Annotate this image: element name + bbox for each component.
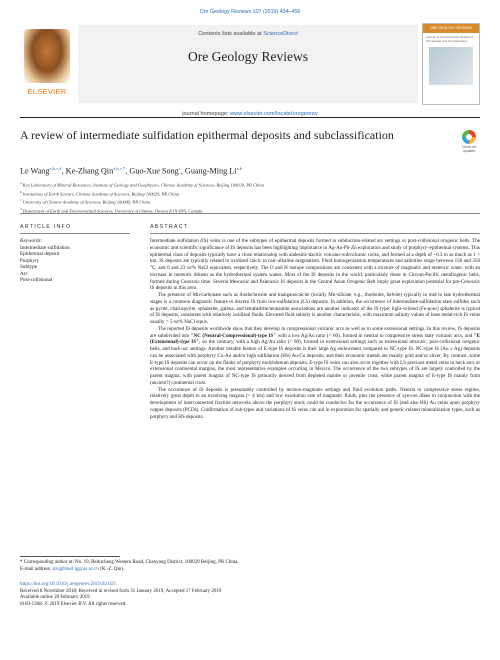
masthead xyxy=(20,23,480,117)
footnotes xyxy=(20,560,480,574)
publisher-name: ELSEVIER xyxy=(27,87,67,96)
keyword-item: Post-collisional xyxy=(20,277,53,283)
affiliation-item xyxy=(20,197,480,206)
abstract-paragraph: Intermediate sulfidation (IS) veins is one of the subtypes of epithermal deposits formed in subduction-related arc settings or post-collisional orogenic belts. The economic and scientific significance of IS deposits has been highlighting importance in Ag-Au-Pb-Zn exploration and study of porphyry–epithermal systems. This epithermal class of deposits typically have a close relationship with andesitic-dacitic volcanic-subvolcanic rocks, and formed at a depth of ~0.3 to as much as 1 + km. IS deposits are typically related to oxidized calcic to calc-alkaline magmatism. Fluid homogenization temperatures and salinities range between 150 and 350 °C, and 0 and 23 wt% NaCl equivalent, respectively. The O and H isotope compositions are consistent with a mixture of magmatic and meteoric water, with an increase in meteoric diluent as the hydrothermal system wanes. Most of the IS deposits in the world, particularly those in Circum-Pacific metallogenic belts, formed during Cenozoic time. Several Mesozoic and Paleozoic IS deposits in the Central Asian Orogenic Belt imply great exploration potential for pre-Cenozoic IS deposits in this area. xyxy=(150,238,480,292)
journal-reference[interactable]: Ore Geology Reviews 107 (2019) 434–456 xyxy=(199,9,301,15)
received-dates: Received 8 November 2018; Received in revised form 31 January 2019; Accepted 17 February 2019 xyxy=(20,588,222,594)
section-divider xyxy=(20,213,480,214)
keywords-block xyxy=(20,238,130,284)
article-metadata xyxy=(20,582,480,608)
elsevier-tree-icon xyxy=(24,29,70,83)
keyword-item: Epithermal deposit xyxy=(20,251,60,257)
affil-marker: c xyxy=(20,198,22,202)
journal-banner xyxy=(78,25,418,103)
keywords-label: Keywords: xyxy=(20,238,43,244)
author-affil-marks[interactable]: a,b xyxy=(236,166,243,171)
homepage-prefix: journal homepage: xyxy=(182,111,231,117)
affil-marker: a xyxy=(20,181,22,185)
contents-line xyxy=(78,31,418,37)
author-name[interactable]: Le Wang xyxy=(20,166,50,176)
copyright: 0169-1368/ © 2019 Elsevier B.V. All rights reserved. xyxy=(20,601,127,607)
affiliation-item xyxy=(20,180,480,189)
affil-text: Department of Earth and Environmental Sciences, University of Ottawa, Ottawa K1N 6N5, Canada xyxy=(22,208,203,213)
abstract-rule xyxy=(150,233,480,234)
corresponding-author-note: * Corresponding author at: No. 19, Beitucheng Western Road, Chaoyang District, 100029 Beijing, PR China. xyxy=(20,560,239,565)
elsevier-logo[interactable] xyxy=(20,23,74,103)
affil-marker: d xyxy=(20,206,22,211)
cover-bar xyxy=(423,24,479,33)
cover-title: ORE GEOLOGY REVIEWS xyxy=(430,26,472,30)
crossmark-badge[interactable] xyxy=(458,130,480,156)
crossmark-icon xyxy=(462,130,476,144)
author-affil-marks[interactable]: a,b,c,d xyxy=(49,166,62,171)
affiliation-item xyxy=(20,189,480,198)
keyword-item: Arc xyxy=(20,270,28,277)
article-info-rule xyxy=(20,233,130,234)
affiliation-list xyxy=(20,180,480,214)
abstract-body xyxy=(150,238,480,420)
keyword-item: Subtype xyxy=(20,264,38,270)
author-list: Le Wang$^{a,b,c,d}$, Ke-Zhang Qin$^{a,b,c,*}$, Guo-Xue Song$^c$, Guang-Ming Li$^{a,b}$ xyxy=(20,166,243,176)
abstract-paragraph: The occurrence of IS deposits is presumably controlled by tectono-magmatic settings and fluid evolution paths. Neutral to compressive stress regime, relatively great depth to an exsolving magma (> 4 km) and low exsolution rate of magmatic fluids, plus the presence of syn-ore dikes in conjunction with the development of interconnected fracture networks above the porphyry stock could be conducive for the occurrence of IS (and also HS) Au veins upon porphyry copper deposits (PCDs). Confirmation of sub-types and variations of IS veins can aid in exploration for spatially and genetic-related mineralization types, such as porphyry and HS deposits. xyxy=(150,386,480,420)
e-type-term: "E (Extensional)-type IS" xyxy=(150,332,480,346)
email-suffix: (K.-Z. Qin). xyxy=(98,566,125,572)
journal-cover[interactable] xyxy=(422,23,480,105)
affil-marker: b xyxy=(20,189,22,194)
cover-text: Journal for Comprehensive Studies of Ore Genesis and Ore Exploration xyxy=(426,35,473,43)
header-rule xyxy=(20,117,480,118)
abstract-text: The reported IS deposits worldwide show that they develop in compressional volcanic arcs as well as in some extensional settings. In this review, IS deposits are subdivided into xyxy=(150,325,480,339)
article-info-heading: ARTICLE INFO xyxy=(20,224,72,230)
author-name[interactable]: Guo-Xue Song xyxy=(129,166,179,176)
journal-title: Ore Geology Reviews xyxy=(188,49,308,64)
affil-text: University of Chinese Academy of Sciences, Beijing 100049, PR China xyxy=(22,199,151,205)
contents-prefix: Contents lists available at xyxy=(198,31,264,37)
email-label: E-mail address: xyxy=(20,566,53,572)
crossmark-label: Check for updates xyxy=(461,145,477,153)
keyword-item: Porphyry xyxy=(20,257,40,264)
sciencedirect-link[interactable]: ScienceDirect xyxy=(263,31,298,37)
available-online: Available online 20 February 2019 xyxy=(20,595,90,601)
abstract-paragraph: The presence of Mn-carbonate such as rhodochrosite and manganocalcite (locally Mn-silicate, e.g., rhodonite, helvite) typically in mid to late hydrothermal stages is a common diagnostic feature to discern IS from low-sulfidation (LS) deposits. In addition, the occurrence of intermediate-sulfidation state sulfides such as pyrite, chalcopyrite, sphalerite, galena, and tetrahedrite/tennantite associations are another indicator of the IS type; light-colored (Fe-poor) sphalerite is typical of IS deposits, consistent with relatively oxidized fluids. Elevated fluid salinity is another characteristic, with maximum salinity values of base metal-rich IS veins usually > 5 wt% NaCl equiv. xyxy=(150,292,480,325)
author-name[interactable]: Ke-Zhang Qin xyxy=(65,166,114,176)
abstract-text: , on the contrary, with a high Ag/Au ratio (> 60), formed in extensional settings such as extensional intra-arc, post-collisional orogenic belts, and back-arc settings. Another notable feature of E-type IS deposits is their large Ag endowment compared to NC-type IS. NC-type IS (Au ± Ag) deposits can be associated with porphyry Cu-Au and/or high sulfidation (HS) Au-Cu deposits, and their economic metals are mainly gold and/or silver. By contrast, some E-type IS deposits can occur on the flanks of porphyry molybdenum deposits; E-type IS veins can also occur together with LS precious metal veins in back arcs or extensional continental margins, the most representative examples occurring in Mexico. The occurrence of the two subtypes of IS are largely controlled by the parent magma, with parent magma of NC-type IS primarily derived from depleted mantle or juvenile crust, while parent magma of E-type IS mainly from (ancient?) continental crust. xyxy=(150,339,480,386)
keyword-item: Intermediate sulfidation xyxy=(20,244,70,251)
footnote-rule xyxy=(20,556,120,557)
abstract-text: with a low Ag/Au ratio (< 60), formed in neutral to compressive stress state volcanic arcs, and xyxy=(276,332,474,339)
article-title: A review of intermediate sulfidation epithermal deposits and subclassification xyxy=(20,128,394,142)
author-affil-marks[interactable]: a,b,c,* xyxy=(113,166,126,171)
doi-link[interactable]: https://doi.org/10.1016/j.oregeorev.2019.02.023 xyxy=(20,582,116,587)
cover-image xyxy=(429,47,473,85)
nc-type-term: "NC (Neutral-Compressional)-type IS" xyxy=(190,332,277,339)
affil-text: Key Laboratory of Mineral Resources, Institute of Geology and Geophysics, Chinese Academy of Sciences, Beijing 100029, PR China xyxy=(22,182,264,188)
email-link[interactable]: kzq@mail.iggcas.ac.cn xyxy=(52,566,99,572)
author-affil-marks[interactable]: c xyxy=(178,166,181,171)
homepage-link[interactable]: www.elsevier.com/locate/oregeorev xyxy=(230,111,318,117)
email-note xyxy=(20,567,480,574)
abstract-heading: ABSTRACT xyxy=(150,224,189,230)
author-name[interactable]: Guang-Ming Li xyxy=(184,166,237,176)
affil-text: Institutions of Earth Science, Chinese Academy of Sciences, Beijing 100029, PR China xyxy=(22,191,180,196)
abstract-paragraph xyxy=(150,326,480,387)
